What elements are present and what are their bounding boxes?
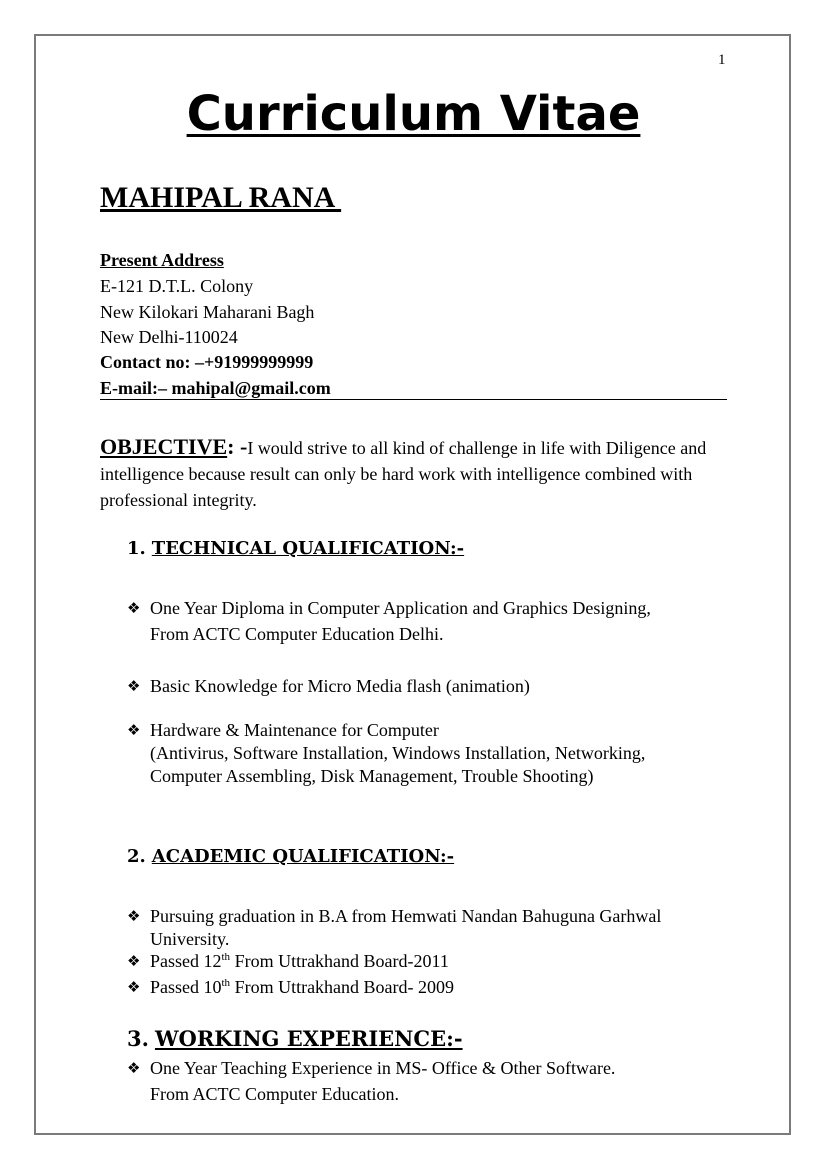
section-number: 1. [127, 538, 146, 559]
candidate-name: MAHIPAL RANA [100, 181, 342, 214]
section-title: TECHNICAL QUALIFICATION:- [151, 538, 465, 559]
address-line-2: New Kilokari Maharani Bagh [100, 302, 315, 322]
list-item-text: Computer Assembling, Disk Management, Trouble Shooting) [150, 766, 594, 786]
divider [100, 399, 727, 400]
list-item [127, 675, 747, 698]
section-experience-heading [127, 1026, 463, 1051]
objective-text: I would strive to all kind of challenge in life with Diligence and intelligence because result can only be hard work with intelligence combined with professional integrity. [100, 438, 707, 510]
email-address: E-mail:– mahipal@gmail.com [100, 378, 331, 398]
objective-heading: OBJECTIVE [100, 434, 228, 459]
list-item [127, 1057, 747, 1106]
list-item [127, 719, 747, 788]
page-title: Curriculum Vitae [186, 86, 641, 142]
list-item-text: Pursuing graduation in B.A from Hemwati Nandan Bahuguna Garhwal [150, 906, 662, 926]
section-title: ACADEMIC QUALIFICATION:- [151, 846, 455, 867]
diamond-bullet-icon: ❖ [127, 677, 141, 695]
diamond-bullet-icon: ❖ [127, 952, 141, 970]
list-item-text: From ACTC Computer Education. [150, 1084, 399, 1104]
objective-separator: : - [227, 434, 248, 459]
list-item [127, 976, 747, 999]
section-academic-heading [127, 846, 454, 867]
list-item [127, 950, 747, 973]
section-number: 2. [127, 846, 146, 867]
section-number: 3. [127, 1026, 149, 1051]
list-item-text: Basic Knowledge for Micro Media flash (animation) [150, 676, 530, 696]
address-heading: Present Address [100, 250, 224, 270]
diamond-bullet-icon: ❖ [127, 1059, 141, 1077]
list-item [127, 597, 747, 646]
list-item-text: From ACTC Computer Education Delhi. [150, 624, 444, 644]
list-item-text: University. [150, 929, 230, 949]
section-title: WORKING EXPERIENCE:- [154, 1026, 463, 1051]
diamond-bullet-icon: ❖ [127, 721, 141, 739]
diamond-bullet-icon: ❖ [127, 978, 141, 996]
page-number: 1 [718, 52, 726, 68]
address-line-1: E-121 D.T.L. Colony [100, 276, 254, 296]
list-item [127, 905, 747, 951]
diamond-bullet-icon: ❖ [127, 599, 141, 617]
list-item-text: One Year Diploma in Computer Application and Graphics Designing, [150, 598, 651, 618]
list-item-text: Hardware & Maintenance for Computer [150, 720, 439, 740]
objective-block [100, 434, 740, 513]
contact-number: Contact no: –+91999999999 [100, 352, 314, 372]
diamond-bullet-icon: ❖ [127, 907, 141, 925]
list-item-text: Passed 10th From Uttrakhand Board- 2009 [150, 977, 455, 997]
list-item-text: Passed 12th From Uttrakhand Board-2011 [150, 951, 449, 971]
list-item-text: (Antivirus, Software Installation, Windows Installation, Networking, [150, 743, 646, 763]
address-line-3: New Delhi-110024 [100, 327, 238, 347]
list-item-text: One Year Teaching Experience in MS- Office & Other Software. [150, 1058, 616, 1078]
section-technical-heading [127, 538, 464, 559]
